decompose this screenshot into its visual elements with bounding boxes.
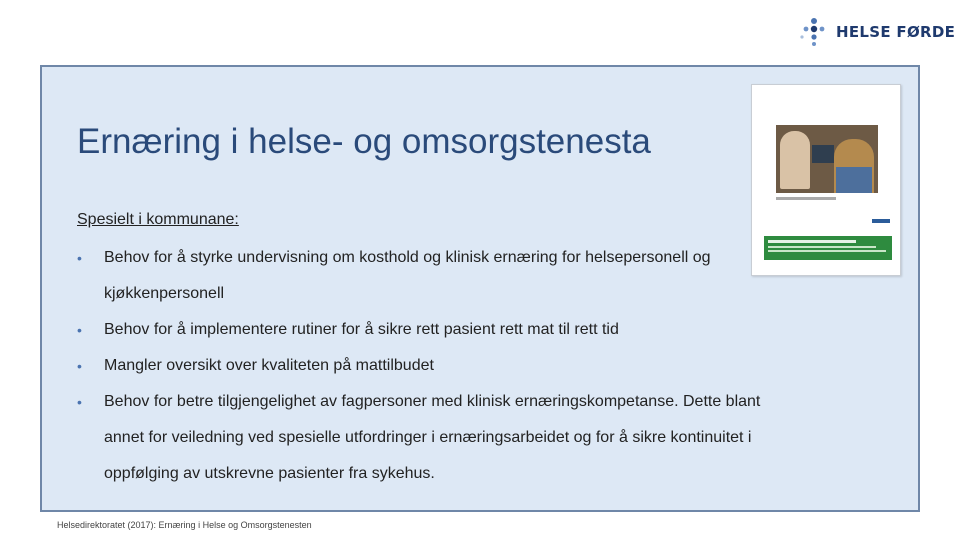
bullet-dot-icon: • xyxy=(77,250,82,266)
bullet-dot-icon: • xyxy=(77,358,82,374)
report-cover-thumbnail xyxy=(751,84,901,276)
bullet-item xyxy=(77,348,797,384)
report-cover-title-band xyxy=(764,236,892,260)
bullet-text: Mangler oversikt over kvaliteten på mattilbudet xyxy=(104,357,434,374)
bullet-item xyxy=(77,312,797,348)
report-publisher-mark xyxy=(872,219,890,223)
helse-forde-dots-cross-icon xyxy=(798,16,830,48)
slide-title: Ernæring i helse- og omsorgstenesta xyxy=(77,122,651,161)
source-citation: Helsedirektoratet (2017): Ernæring i Helse og Omsorgstenesten xyxy=(57,520,312,530)
report-cover-caption-line xyxy=(776,197,836,200)
bullet-dot-icon: • xyxy=(77,394,82,410)
report-cover-photo xyxy=(776,125,878,193)
bullet-list xyxy=(77,240,797,492)
bullet-item xyxy=(77,240,797,312)
helse-forde-logo xyxy=(798,17,955,47)
bullet-text: Behov for betre tilgjengelighet av fagpersoner med klinisk ernæringskompetanse. Dette blant annet for veiledning ved spesielle utfordringer i ernæringsarbeidet og for å sikre kontinuitet i oppfølging av utskrevne pasienter fra sykehus. xyxy=(104,393,761,482)
bullet-item xyxy=(77,384,797,492)
subheading: Spesielt i kommunane: xyxy=(77,211,239,228)
bullet-text: Behov for å styrke undervisning om kosthold og klinisk ernæring for helsepersonell og kjøkkenpersonell xyxy=(104,249,711,302)
bullet-text: Behov for å implementere rutiner for å sikre rett pasient rett mat til rett tid xyxy=(104,321,619,338)
bullet-dot-icon: • xyxy=(77,322,82,338)
logo-text: HELSE FØRDE xyxy=(836,23,956,41)
